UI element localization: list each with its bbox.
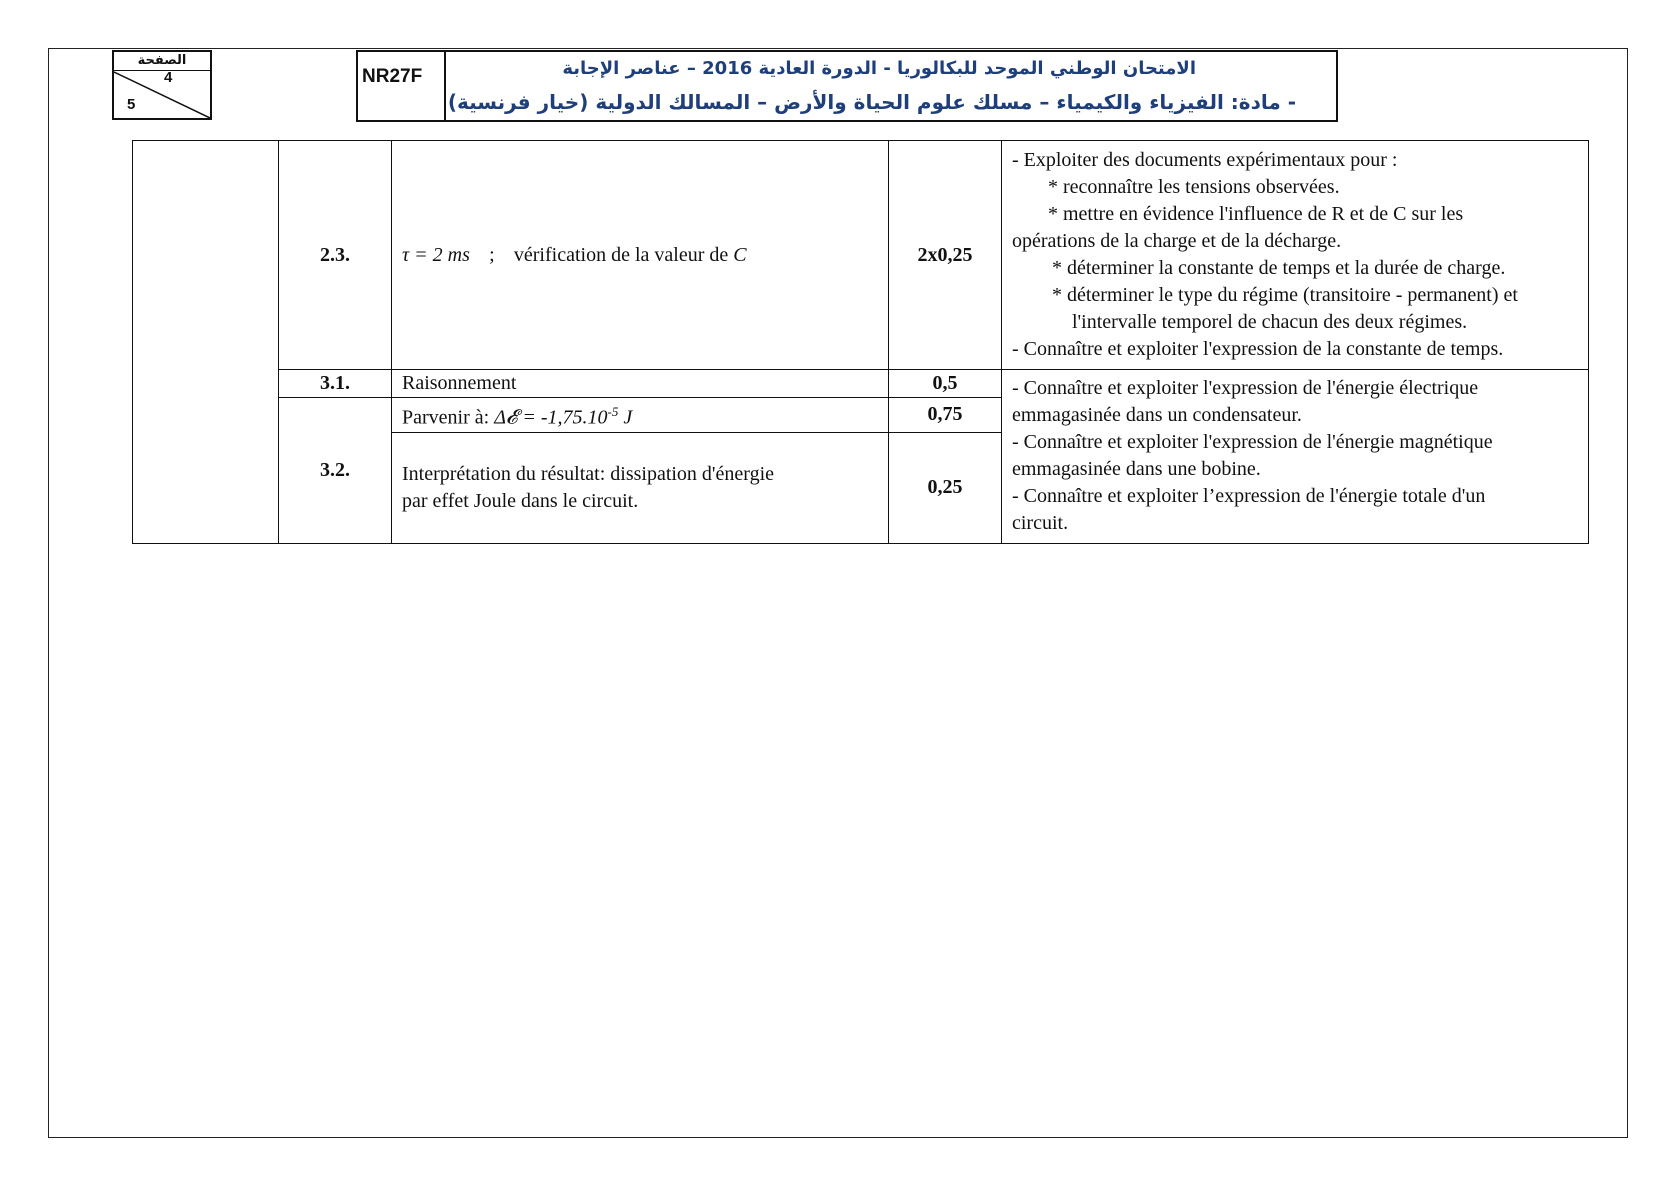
answer-exponent: -5	[607, 404, 619, 419]
question-number: 2.3.	[279, 141, 392, 370]
objective-line: - Connaître et exploiter l’expression de l'énergie totale d'un	[1012, 485, 1486, 508]
exam-header	[356, 50, 1338, 122]
table-row	[133, 370, 1589, 398]
answer-line: par effet Joule dans le circuit.	[402, 489, 639, 512]
header-title-line2: - مادة: الفيزياء والكيمياء – مسلك علوم الحياة والأرض – المسالك الدولية (خيار فرنسية)	[447, 90, 1296, 114]
page-current: 4	[164, 69, 173, 86]
page-number-box	[112, 50, 212, 120]
objective-line: - Exploiter des documents expérimentaux pour :	[1012, 149, 1398, 171]
exam-code: NR27F	[358, 52, 446, 120]
objective-line: l'intervalle temporel de chacun des deux régimes.	[1072, 311, 1468, 333]
question-number: 3.2.	[279, 398, 392, 544]
answer-cell: Raisonnement	[392, 370, 889, 398]
objective-line: circuit.	[1012, 512, 1069, 535]
page-label: الصفحة	[114, 52, 210, 71]
points-cell: 0,75	[889, 398, 1002, 433]
points-cell: 0,25	[889, 432, 1002, 543]
objective-line: * mettre en évidence l'influence de R et de C sur les	[1048, 203, 1464, 225]
answer-formula: Δ𝓔 = -1,75.10	[494, 406, 608, 429]
answer-cell	[392, 398, 889, 433]
answer-table	[132, 140, 1589, 544]
objective-line: opérations de la charge et de la décharge.	[1012, 230, 1342, 252]
objective-line: - Connaître et exploiter l'expression de l'énergie magnétique	[1012, 431, 1493, 454]
objectives-cell	[1002, 370, 1589, 544]
objectives-cell	[1002, 141, 1589, 370]
objective-line: * déterminer le type du régime (transitoire - permanent) et	[1052, 284, 1518, 306]
answer-line: Interprétation du résultat: dissipation d'énergie	[402, 462, 775, 485]
answer-prefix: Parvenir à:	[402, 406, 490, 429]
objective-line: - Connaître et exploiter l'expression de la constante de temps.	[1012, 338, 1504, 360]
objective-line: * déterminer la constante de temps et la durée de charge.	[1052, 257, 1506, 279]
answer-variable: C	[733, 243, 747, 266]
header-title-line1: الامتحان الوطني الموحد للبكالوريا - الدورة العادية 2016 – عناصر الإجابة	[562, 58, 1196, 79]
header-titles	[446, 52, 1336, 120]
answer-formula: τ = 2 ms	[402, 243, 470, 266]
answer-text: vérification de la valeur de	[513, 243, 729, 266]
points-cell: 0,5	[889, 370, 1002, 398]
exercise-cell	[133, 141, 279, 544]
table-row	[133, 141, 1589, 370]
objective-line: emmagasinée dans une bobine.	[1012, 458, 1261, 481]
points-cell: 2x0,25	[889, 141, 1002, 370]
answer-cell	[392, 141, 889, 370]
objective-line: * reconnaître les tensions observées.	[1048, 176, 1340, 198]
objective-line: emmagasinée dans un condensateur.	[1012, 404, 1302, 427]
objective-line: - Connaître et exploiter l'expression de l'énergie électrique	[1012, 377, 1479, 400]
answer-cell	[392, 432, 889, 543]
question-number: 3.1.	[279, 370, 392, 398]
answer-unit: J	[623, 406, 633, 429]
answer-separator: ;	[489, 243, 495, 266]
page-total: 5	[127, 96, 136, 113]
